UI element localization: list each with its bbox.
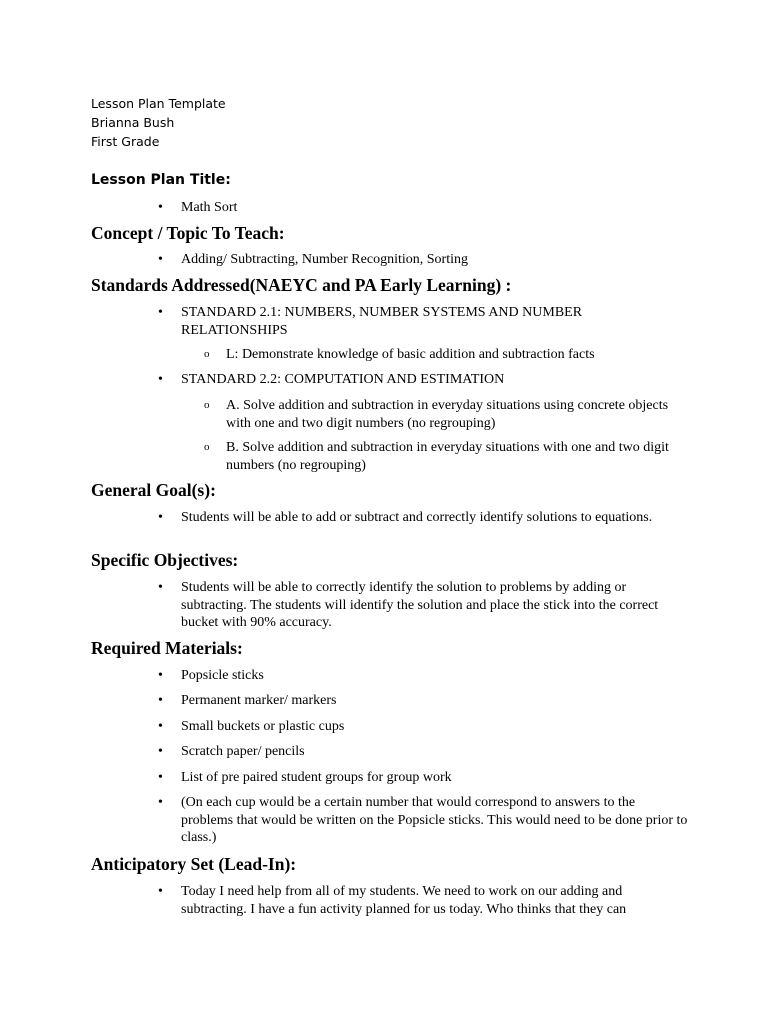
concept-item: • Adding/ Subtracting, Number Recognition, Sorting bbox=[158, 252, 468, 267]
header-template-title: Lesson Plan Template bbox=[91, 96, 226, 111]
material-item: • Scratch paper/ pencils bbox=[158, 744, 305, 759]
document-header bbox=[91, 94, 226, 151]
header-grade: First Grade bbox=[91, 134, 160, 149]
bullet-icon: • bbox=[158, 200, 163, 215]
standard-2-2-sub-a: o A. Solve addition and subtraction in everyday situations using concrete objects with one and two digit numbers (no regrouping) bbox=[204, 398, 669, 431]
bullet-icon: • bbox=[158, 305, 163, 320]
general-goals-heading: General Goal(s): bbox=[91, 480, 216, 500]
specific-objectives-item: • Students will be able to correctly identify the solution to problems by adding or subtracting. The students will identify the solution and place the stick into the correct bucket with 90% accuracy. bbox=[158, 580, 659, 630]
general-goals-item: • Students will be able to add or subtract and correctly identify solutions to equations. bbox=[158, 510, 653, 525]
bullet-icon: • bbox=[158, 795, 163, 810]
standard-2-2-sub-b: o B. Solve addition and subtraction in everyday situations with one and two digit numbers (no regrouping) bbox=[204, 440, 669, 473]
bullet-icon: • bbox=[158, 252, 163, 267]
sub-bullet-icon: o bbox=[204, 348, 210, 360]
lesson-title-heading: Lesson Plan Title: bbox=[91, 172, 231, 188]
specific-objectives-heading: Specific Objectives: bbox=[91, 550, 239, 570]
lesson-title-item: • Math Sort bbox=[158, 200, 238, 215]
standard-2-1-sub-l: o L: Demonstrate knowledge of basic addition and subtraction facts bbox=[204, 347, 595, 362]
concept-heading: Concept / Topic To Teach: bbox=[91, 223, 285, 243]
material-item: • List of pre paired student groups for group work bbox=[158, 770, 452, 785]
standards-heading: Standards Addressed(NAEYC and PA Early Learning) : bbox=[91, 275, 512, 295]
anticipatory-set-heading: Anticipatory Set (Lead-In): bbox=[91, 854, 297, 874]
material-item: • Small buckets or plastic cups bbox=[158, 719, 345, 734]
bullet-icon: • bbox=[158, 744, 163, 759]
material-item: • Popsicle sticks bbox=[158, 668, 264, 683]
sub-bullet-icon: o bbox=[204, 441, 210, 453]
bullet-icon: • bbox=[158, 372, 163, 387]
material-item: • (On each cup would be a certain number that would correspond to answers to the problems that would be written on the Popsicle sticks. This would need to be done prior to class.) bbox=[158, 795, 688, 845]
standard-2-1-item: • STANDARD 2.1: NUMBERS, NUMBER SYSTEMS AND NUMBER RELATIONSHIPS bbox=[158, 305, 583, 338]
bullet-icon: • bbox=[158, 719, 163, 734]
bullet-icon: • bbox=[158, 580, 163, 595]
bullet-icon: • bbox=[158, 770, 163, 785]
header-author: Brianna Bush bbox=[91, 115, 175, 130]
sub-bullet-icon: o bbox=[204, 399, 210, 411]
bullet-icon: • bbox=[158, 693, 163, 708]
standard-2-2-item: • STANDARD 2.2: COMPUTATION AND ESTIMATION bbox=[158, 372, 505, 387]
bullet-icon: • bbox=[158, 510, 163, 525]
bullet-icon: • bbox=[158, 884, 163, 899]
required-materials-heading: Required Materials: bbox=[91, 638, 243, 658]
material-item: • Permanent marker/ markers bbox=[158, 693, 337, 708]
anticipatory-set-item: • Today I need help from all of my students. We need to work on our adding and subtracting. I have a fun activity planned for us today. Who thinks that they can bbox=[158, 884, 627, 917]
bullet-icon: • bbox=[158, 668, 163, 683]
